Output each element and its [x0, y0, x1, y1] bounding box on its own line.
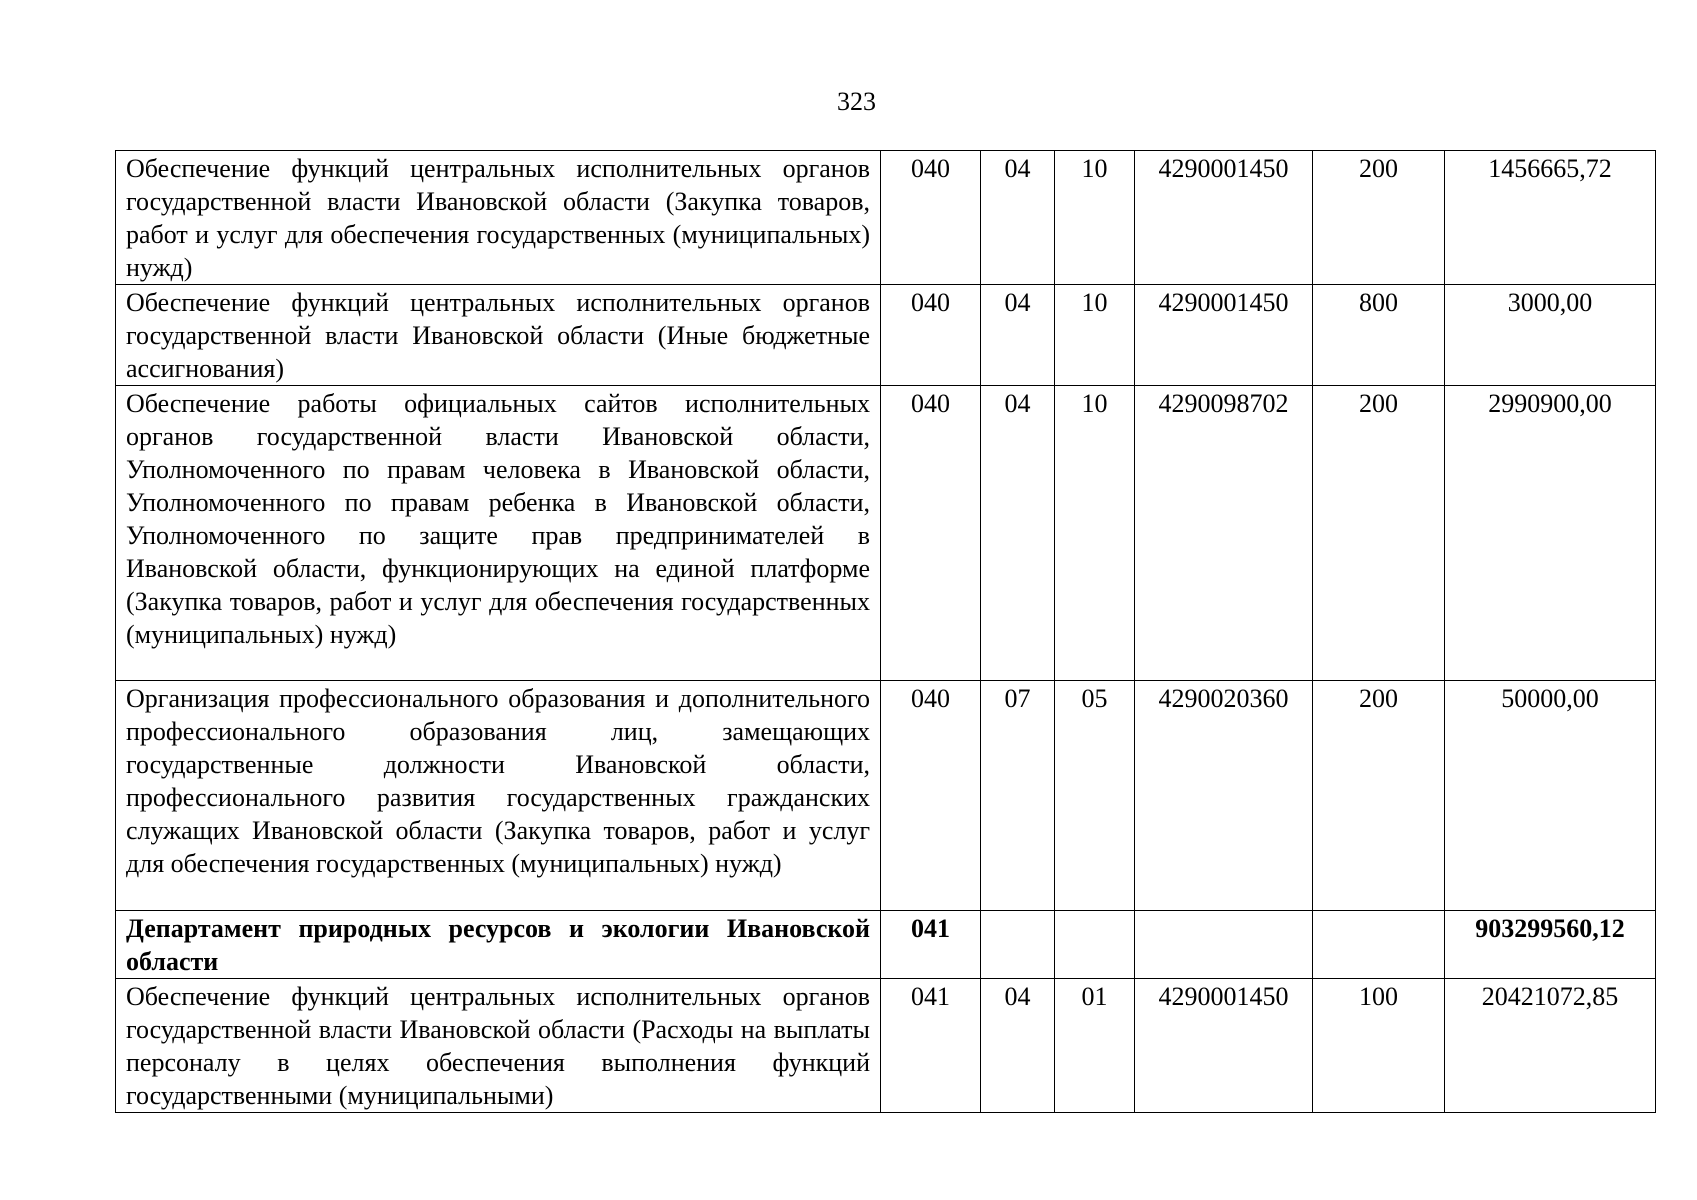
table-row [116, 979, 1656, 1113]
target-article-code: 4290020360 [1135, 681, 1313, 911]
amount: 2990900,00 [1445, 386, 1656, 681]
expense-type-code: 800 [1313, 285, 1445, 386]
subsection-code: 10 [1055, 151, 1135, 285]
subsection-code: 10 [1055, 386, 1135, 681]
subsection-code: 05 [1055, 681, 1135, 911]
amount: 20421072,85 [1445, 979, 1656, 1113]
table-row [116, 681, 1656, 911]
expense-type-code: 100 [1313, 979, 1445, 1113]
section-code: 07 [981, 681, 1055, 911]
table-row [116, 151, 1656, 285]
row-description: Обеспечение функций центральных исполнительных органов государственной власти Ивановской области (Закупка товаров, работ и услуг для обеспечения государственных (муниципальных) нужд) [116, 151, 881, 285]
expense-type-code: 200 [1313, 386, 1445, 681]
row-description: Обеспечение функций центральных исполнительных органов государственной власти Ивановской области (Расходы на выплаты персоналу в целях обеспечения выполнения функций государственными (муниципальными) [116, 979, 881, 1113]
expense-type-code: 200 [1313, 681, 1445, 911]
table-row [116, 386, 1656, 681]
subsection-code: 10 [1055, 285, 1135, 386]
table-row [116, 285, 1656, 386]
section-code [981, 911, 1055, 979]
target-article-code: 4290098702 [1135, 386, 1313, 681]
amount: 3000,00 [1445, 285, 1656, 386]
ministry-code: 041 [881, 979, 981, 1113]
section-code: 04 [981, 285, 1055, 386]
subsection-code: 01 [1055, 979, 1135, 1113]
budget-table [115, 150, 1656, 1113]
target-article-code: 4290001450 [1135, 151, 1313, 285]
ministry-code: 040 [881, 681, 981, 911]
target-article-code: 4290001450 [1135, 979, 1313, 1113]
target-article-code [1135, 911, 1313, 979]
section-code: 04 [981, 151, 1055, 285]
amount: 903299560,12 [1445, 911, 1656, 979]
ministry-code: 040 [881, 386, 981, 681]
amount: 50000,00 [1445, 681, 1656, 911]
section-code: 04 [981, 979, 1055, 1113]
row-description: Обеспечение работы официальных сайтов исполнительных органов государственной власти Ивановской области, Уполномоченного по правам человека в Ивановской области, Уполномоченного по правам ребенка в Ивановской области, Уполномоченного по защите прав предпринимателей в Ивановской области, функционирующих на единой платформе (Закупка товаров, работ и услуг для обеспечения государственных (муниципальных) нужд) [116, 386, 881, 681]
expense-type-code: 200 [1313, 151, 1445, 285]
subsection-code [1055, 911, 1135, 979]
ministry-code: 040 [881, 285, 981, 386]
row-description: Департамент природных ресурсов и экологии Ивановской области [116, 911, 881, 979]
amount: 1456665,72 [1445, 151, 1656, 285]
ministry-code: 040 [881, 151, 981, 285]
target-article-code: 4290001450 [1135, 285, 1313, 386]
ministry-code: 041 [881, 911, 981, 979]
row-description: Организация профессионального образования и дополнительного профессионального образования лиц, замещающих государственные должности Ивановской области, профессионального развития государственных гражданских служащих Ивановской области (Закупка товаров, работ и услуг для обеспечения государственных (муниципальных) нужд) [116, 681, 881, 911]
row-description: Обеспечение функций центральных исполнительных органов государственной власти Ивановской области (Иные бюджетные ассигнования) [116, 285, 881, 386]
page-number: 323 [837, 87, 876, 116]
section-code: 04 [981, 386, 1055, 681]
table-row-department-total [116, 911, 1656, 979]
expense-type-code [1313, 911, 1445, 979]
